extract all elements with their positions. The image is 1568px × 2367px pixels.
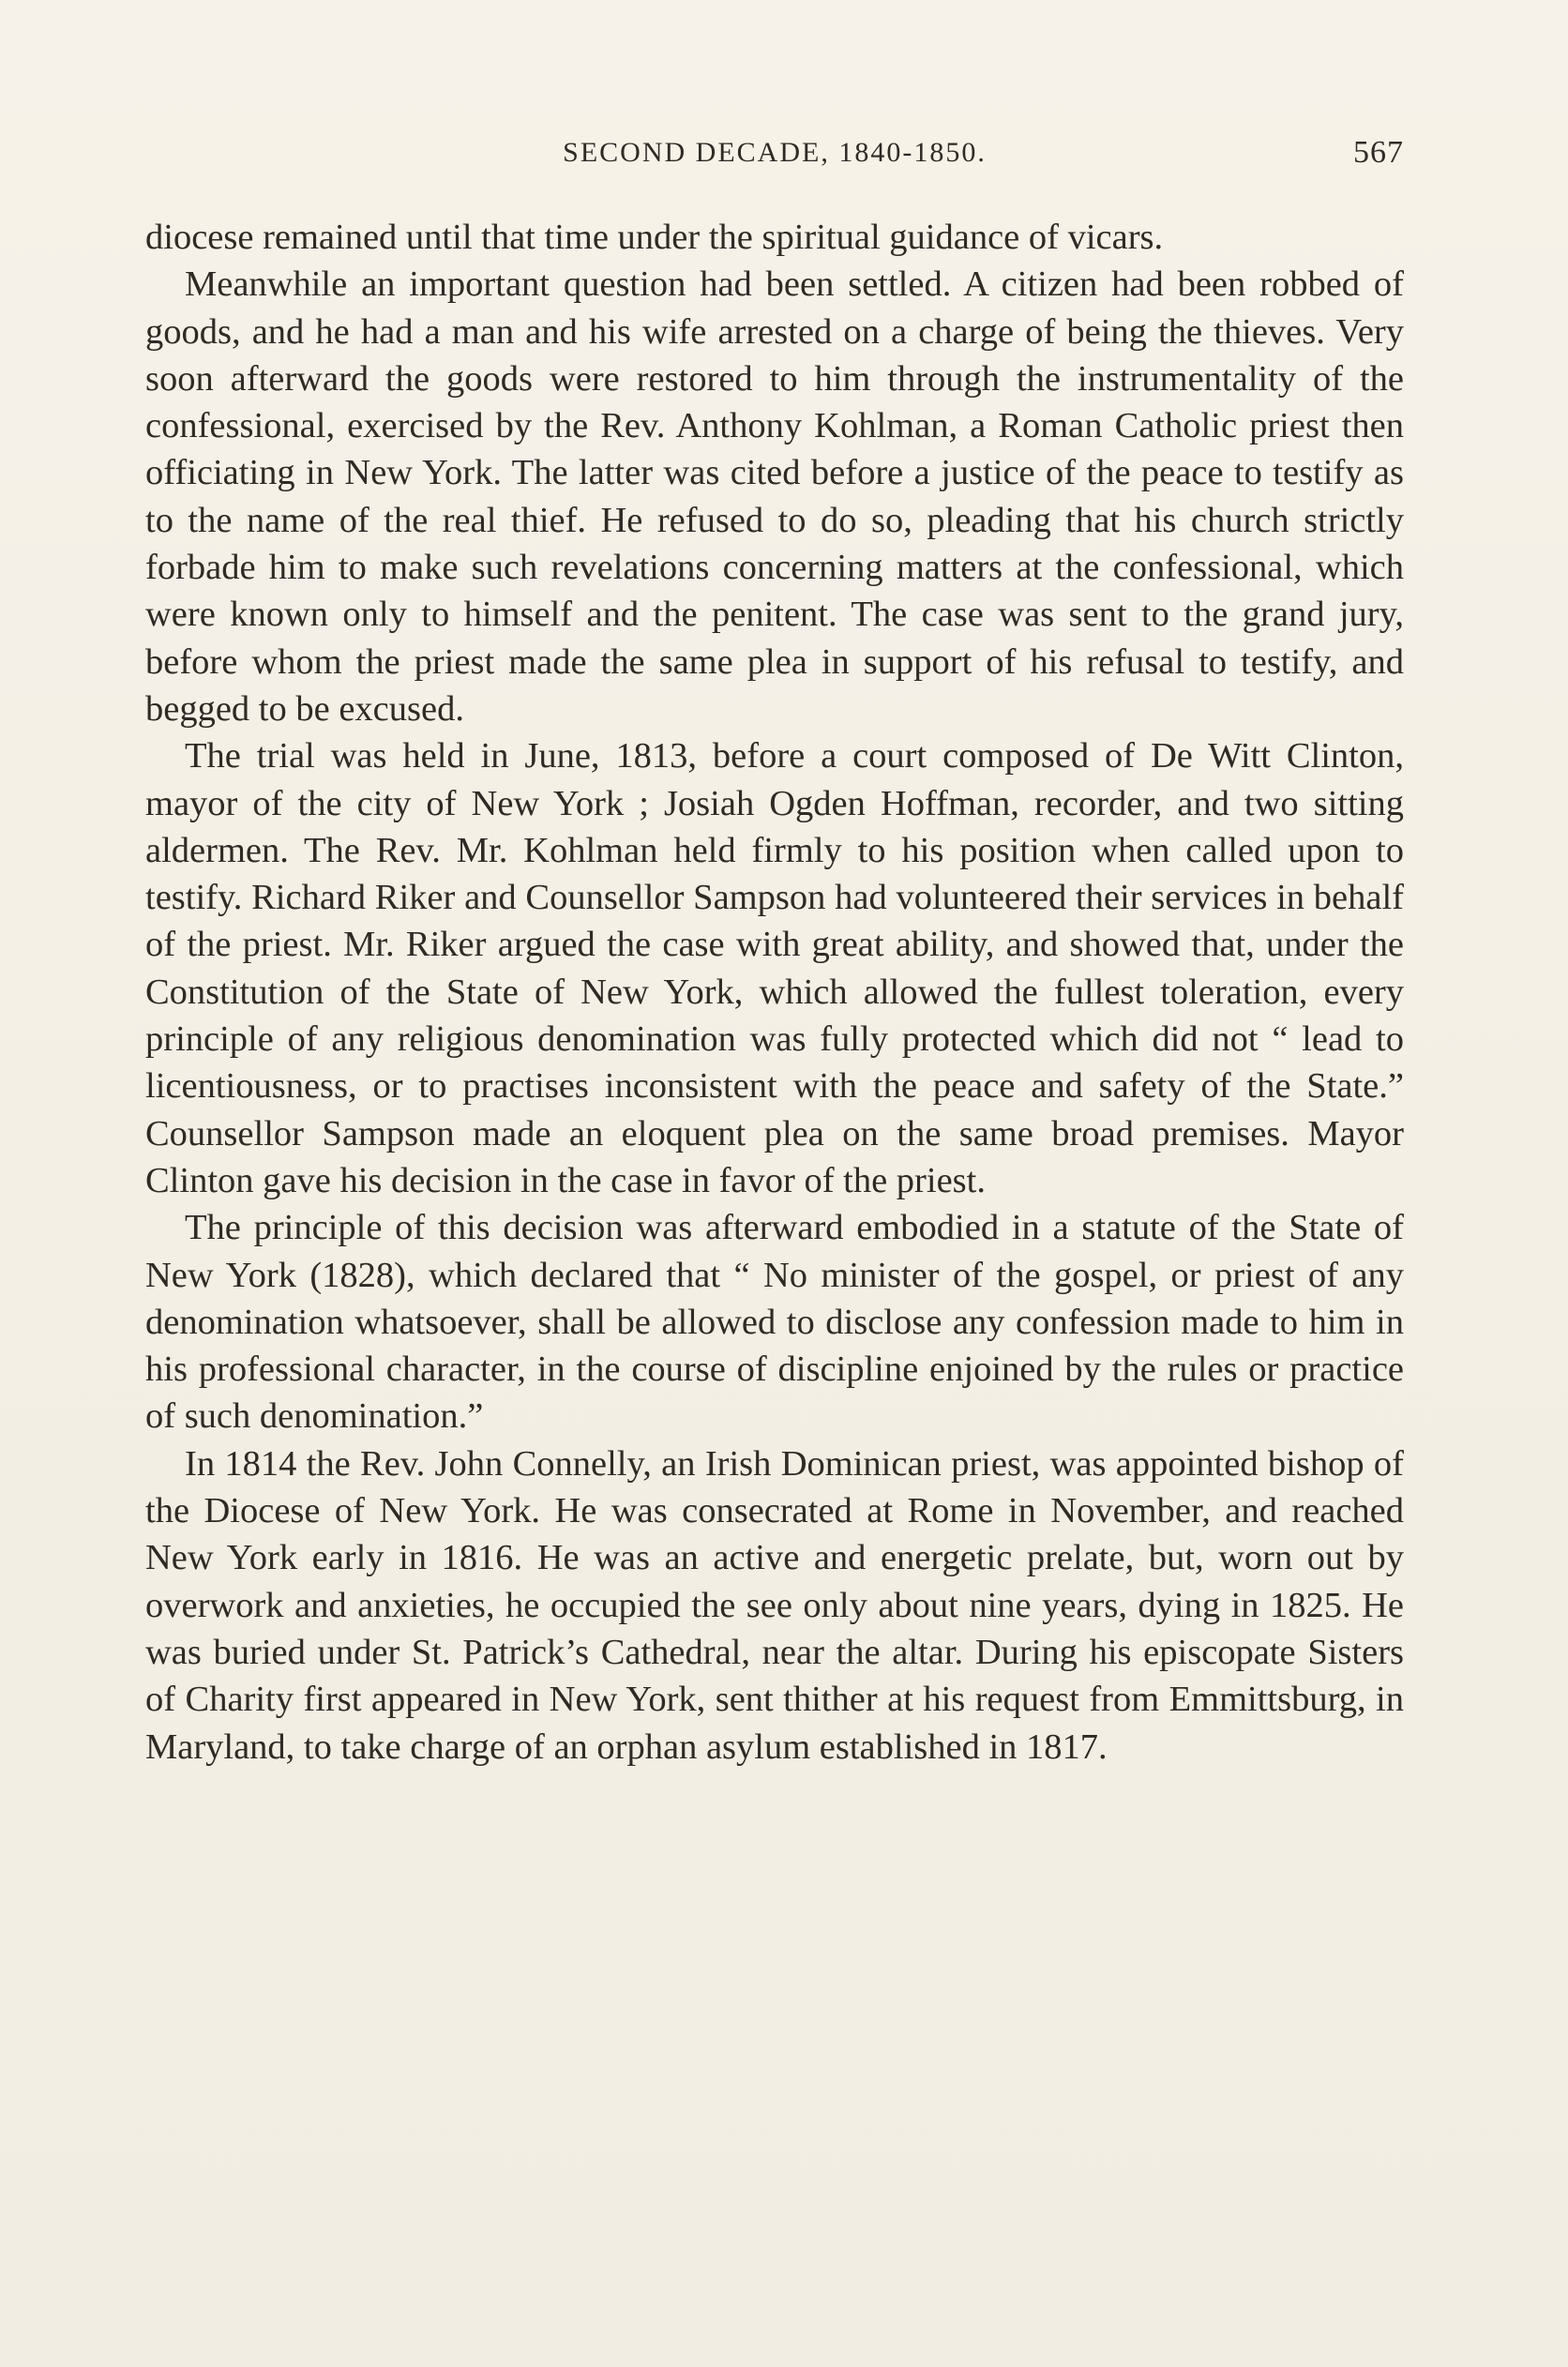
paragraph-statute: The principle of this decision was afterward embodied in a statute of the State of New York (1828), which declared that “ No minister of the gospel, or priest of any denomination whatsoever, shall be allowed to disclose any confession made to him in his professional character, in the course of discipline enjoined by the rules or practice of such denomination.” (145, 1208, 1404, 1437)
running-head-title: SECOND DECADE, 1840-1850. (563, 137, 987, 168)
running-head (145, 129, 1404, 176)
paragraph-confessional-question: Meanwhile an important question had been settled. A citizen had been robbed of goods, and he had a man and his wife arrested on a charge of being the thieves. Very soon afterward the goods were restored to him through the instrumentality of the confessional, exercised by the Rev. Anthony Kohlman, a Roman Catholic priest then officiating in New York. The latter was cited before a justice of the peace to testify as to the name of the real thief. He refused to do so, pleading that his church strictly forbade him to make such revelations concerning matters at the confessional, which were known only to himself and the penitent. The case was sent to the grand jury, before whom the priest made the same plea in support of his refusal to testify, and begged to be excused. (145, 264, 1404, 729)
page-number: 567 (1353, 135, 1404, 170)
paragraph-trial: The trial was held in June, 1813, before a court composed of De Witt Clinton, mayor of the city of New York ; Josiah Ogden Hoffman, recorder, and two sitting aldermen. The Rev. Mr. Kohlman held firmly to his position when called upon to testify. Richard Riker and Counsellor Sampson had volunteered their services in behalf of the priest. Mr. Riker argued the case with great ability, and showed that, under the Constitution of the State of New York, which allowed the fullest toleration, every principle of any religious denomination was fully protected which did not “ lead to licentiousness, or to practises inconsistent with the peace and safety of the State.” Counsellor Sampson made an eloquent plea on the same broad premises. Mayor Clinton gave his decision in the case in favor of the priest. (145, 736, 1404, 1200)
paragraph-bishop-connelly: In 1814 the Rev. John Connelly, an Irish Dominican priest, was appointed bishop of the Diocese of New York. He was consecrated at Rome in November, and reached New York early in 1816. He was an active and energetic prelate, but, worn out by overwork and anxieties, he occupied the see only about nine years, dying in 1825. He was buried under St. Patrick’s Cathedral, near the altar. During his episcopate Sisters of Charity first appeared in New York, sent thither at his request from Emmittsburg, in Maryland, to take charge of an orphan asylum established in 1817. (145, 1443, 1404, 1767)
paragraph-continued: diocese remained until that time under the spiritual guidance of vicars. (145, 218, 1164, 257)
body-text (145, 214, 1404, 1771)
